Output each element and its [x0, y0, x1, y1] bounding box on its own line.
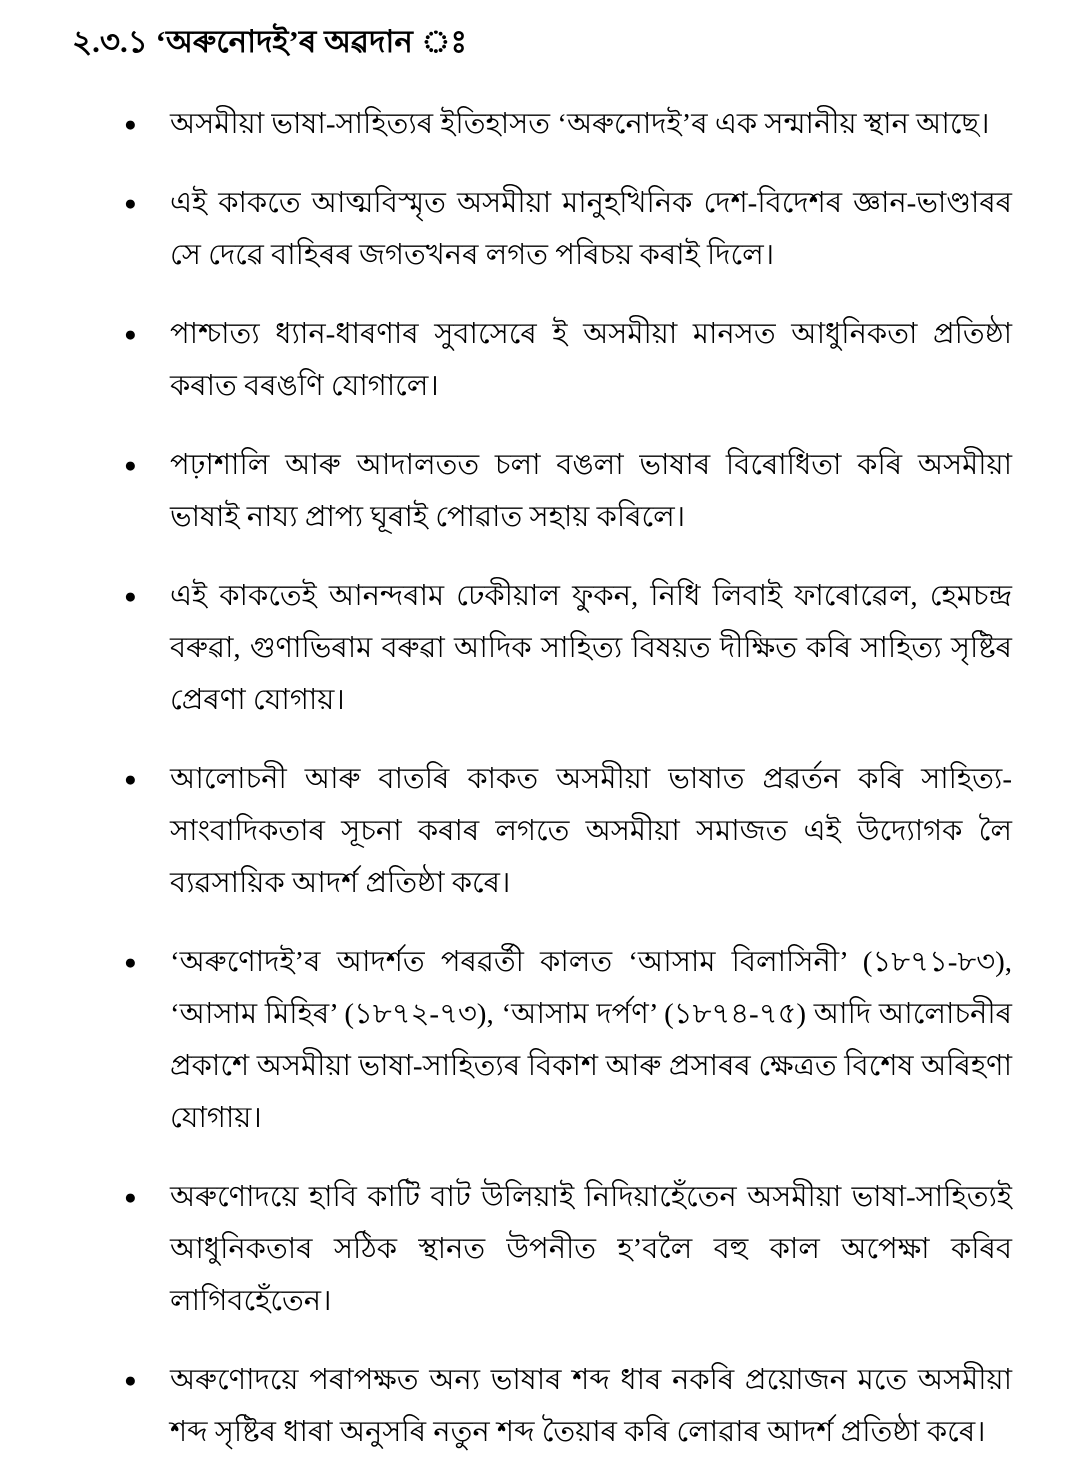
bullet-text: এই কাকতে আত্মবিস্মৃত অসমীয়া মানুহখিনিক দেশ-বিদেশৰ জ্ঞান-ভাণ্ডাৰৰ সে দেৱে বাহিৰৰ জগতখনৰ লগত পৰিচয় কৰাই দিলে।: [170, 187, 1012, 271]
bullet-item: [124, 570, 1012, 726]
bullet-item: [124, 439, 1012, 543]
section-heading: ২.৩.১ ‘অৰুনোদই’ৰ অৱদান ঃ: [72, 24, 467, 59]
bullet-text: অৰুণোদয়ে হাবি কাটি বাট উলিয়াই নিদিয়াহেঁতেন অসমীয়া ভাষা-সাহিত্যই আধুনিকতাৰ সঠিক স্থানত উপনীত হ’বলৈ বহু কাল অপেক্ষা কৰিব লাগিবহেঁতেন।: [170, 1181, 1012, 1317]
bullet-text: পাশ্চাত্য ধ্যান-ধাৰণাৰ সুবাসেৰে ই অসমীয়া মানসত আধুনিকতা প্ৰতিষ্ঠা কৰাত বৰঙণি যোগালে।: [170, 318, 1012, 402]
bullet-disc-icon: ●: [124, 950, 137, 974]
bullet-disc-icon: ●: [124, 1368, 137, 1392]
bullet-list: [124, 98, 1012, 1458]
bullet-item: [124, 177, 1012, 281]
bullet-text: এই কাকতেই আনন্দৰাম ঢেকীয়াল ফুকন, নিধি লিবাই ফাৰোৱেল, হেমচন্দ্ৰ বৰুৱা, গুণাভিৰাম বৰুৱা আদিক সাহিত্য বিষয়ত দীক্ষিত কৰি সাহিত্য সৃষ্টিৰ প্ৰেৰণা যোগায়।: [170, 580, 1012, 716]
bullet-disc-icon: ●: [124, 1185, 137, 1209]
bullet-disc-icon: ●: [124, 584, 137, 608]
bullet-item: [124, 308, 1012, 412]
bullet-text: অৰুণোদয়ে পৰাপক্ষত অন্য ভাষাৰ শব্দ ধাৰ নকৰি প্ৰয়োজন মতে অসমীয়া শব্দ সৃষ্টিৰ ধাৰা অনুসৰি নতুন শব্দ তৈয়াৰ কৰি লোৱাৰ আদৰ্শ প্ৰতিষ্ঠা কৰে।: [170, 1364, 1012, 1448]
bullet-text: পঢ়াশালি আৰু আদালতত চলা বঙলা ভাষাৰ বিৰোধিতা কৰি অসমীয়া ভাষাই নায্য প্ৰাপ্য ঘূৰাই পোৱাত সহায় কৰিলে।: [170, 449, 1012, 533]
bullet-disc-icon: ●: [124, 322, 137, 346]
bullet-text: আলোচনী আৰু বাতৰি কাকত অসমীয়া ভাষাত প্ৰৱৰ্তন কৰি সাহিত্য-সাংবাদিকতাৰ সূচনা কৰাৰ লগতে অসমীয়া সমাজত এই উদ্যোগক লৈ ব্যৱসায়িক আদৰ্শ প্ৰতিষ্ঠা কৰে।: [170, 763, 1012, 899]
bullet-item: [124, 936, 1012, 1144]
bullet-item: [124, 1354, 1012, 1458]
bullet-disc-icon: ●: [124, 453, 137, 477]
bullet-disc-icon: ●: [124, 112, 137, 136]
bullet-disc-icon: ●: [124, 191, 137, 215]
bullet-text: ‘অৰুণোদই’ৰ আদৰ্শত পৰৱৰ্তী কালত ‘আসাম বিলাসিনী’ (১৮৭১-৮৩), ‘আসাম মিহিৰ’ (১৮৭২-৭৩), ‘আসাম দৰ্পণ’ (১৮৭৪-৭৫) আদি আলোচনীৰ প্ৰকাশে অসমীয়া ভাষা-সাহিত্যৰ বিকাশ আৰু প্ৰসাৰৰ ক্ষেত্ৰত বিশেষ অৰিহণা যোগায়।: [170, 946, 1012, 1134]
bullet-item: [124, 98, 1012, 150]
bullet-item: [124, 1171, 1012, 1327]
bullet-text: অসমীয়া ভাষা-সাহিত্যৰ ইতিহাসত ‘অৰুনোদই’ৰ এক সন্মানীয় স্থান আছে।: [170, 108, 990, 140]
bullet-disc-icon: ●: [124, 767, 137, 791]
bullet-item: [124, 753, 1012, 909]
